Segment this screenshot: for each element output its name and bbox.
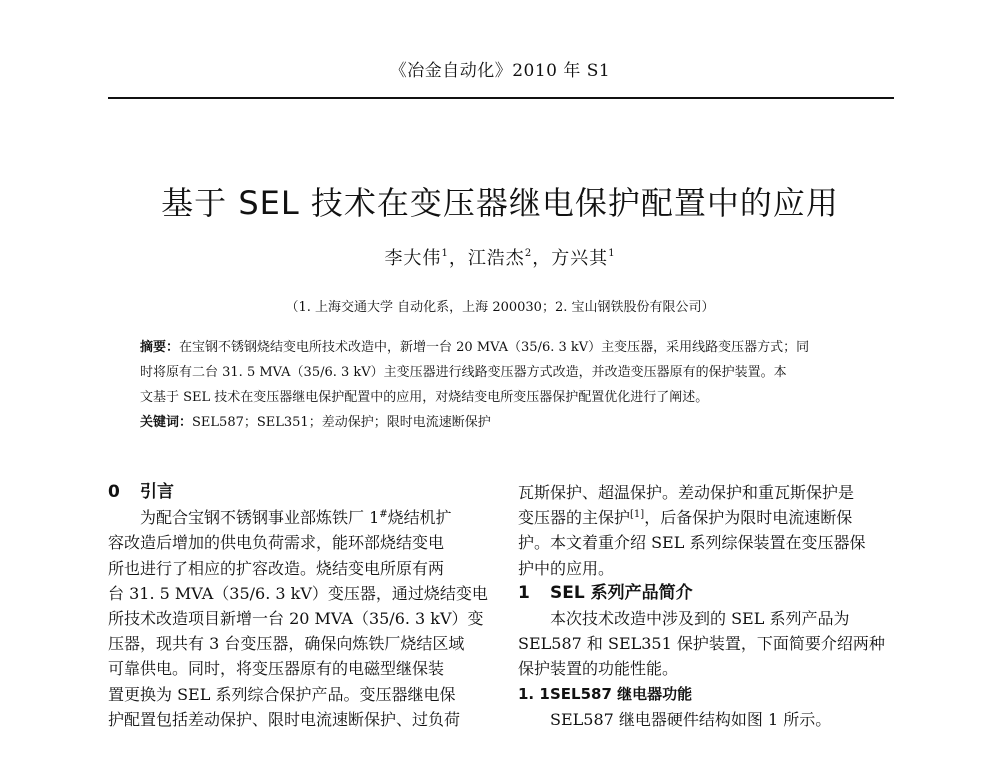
affiliation: （1. 上海交通大学 自动化系，上海 200030；2. 宝山钢铁股份有限公司） (285, 300, 715, 315)
section-title: SEL 系列产品简介 (550, 582, 693, 603)
body-line: SEL587 和 SEL351 保护装置，下面简要介绍两种 (518, 634, 885, 654)
body-text: ，后备保护为限时电流速断保 (644, 508, 853, 528)
author-name: 江浩杰 (467, 248, 525, 269)
body-text: 烧结机扩 (387, 508, 452, 528)
author-separator: ， (448, 248, 468, 269)
section-heading (518, 581, 898, 606)
abstract-line: 文基于 SEL 技术在变压器继电保护配置中的应用，对烧结变电所变压器保护配置优化进行了阐述。 (140, 390, 709, 405)
keywords-text: SEL587；SEL351；差动保护；限时电流速断保护 (192, 415, 491, 430)
body-line: 本次技术改造中涉及到的 SEL 系列产品为 (550, 608, 850, 628)
right-column (518, 480, 898, 732)
body-text: 变压器的主保护 (518, 508, 631, 528)
body-line: 容改造后增加的供电负荷需求，能环部烧结变电 (108, 533, 445, 553)
abstract-label: 摘要： (140, 340, 180, 355)
section-title: 引言 (140, 482, 174, 502)
body-line: 置更换为 SEL 系列综合保护产品。变压器继电保 (108, 684, 456, 704)
paper-title: 基于 SEL 技术在变压器继电保护配置中的应用 (161, 184, 839, 222)
abstract-text: 在宝钢不锈钢烧结变电所技术改造中，新增一台 20 MVA（35/6. 3 kV）主变压器，采用线路变压器方式；同 (179, 340, 810, 355)
section-number: 0 (108, 482, 120, 502)
body-line: SEL587 继电器硬件结构如图 1 所示。 (550, 709, 832, 729)
abstract-block (140, 335, 870, 435)
body-line (108, 505, 488, 530)
citation-mark: [1] (630, 509, 645, 521)
body-line: 保护装置的功能性能。 (518, 659, 679, 679)
abstract-line: 时将原有二台 31. 5 MVA（35/6. 3 kV）主变压器进行线路变压器方式改造，并改造变压器原有的保护装置。本 (140, 365, 787, 380)
body-text: 为配合宝钢不锈钢事业部炼铁厂 1 (140, 508, 380, 528)
author-separator: ， (532, 248, 552, 269)
body-line: 可靠供电。同时，将变压器原有的电磁型继保装 (108, 659, 445, 679)
subsection-heading (518, 682, 898, 707)
author-affiliation-mark: 2 (524, 248, 533, 259)
author-affiliation-mark: 1 (608, 248, 616, 259)
subsection-number: 1. 1 (518, 684, 550, 703)
author-name: 李大伟 (384, 248, 442, 269)
number-mark: # (379, 509, 388, 521)
author-list (0, 244, 1000, 270)
body-line: 护中的应用。 (518, 558, 615, 578)
section-heading (108, 480, 488, 505)
body-line: 护配置包括差动保护、限时电流速断保护、过负荷 (108, 709, 461, 729)
keywords-line (140, 410, 870, 435)
subsection-title: SEL587 继电器功能 (550, 684, 693, 703)
body-line: 所也进行了相应的扩容改造。烧结变电所原有两 (108, 558, 445, 578)
left-column (108, 480, 488, 732)
section-number: 1 (518, 582, 530, 603)
body-line: 压器，现共有 3 台变压器，确保向炼铁厂烧结区域 (108, 634, 465, 654)
abstract-line (140, 335, 870, 360)
author-affiliation-mark: 1 (441, 248, 449, 259)
body-line: 护。本文着重介绍 SEL 系列综保装置在变压器保 (518, 533, 866, 553)
header-rule (108, 97, 894, 99)
body-line: 所技术改造项目新增一台 20 MVA（35/6. 3 kV）变 (108, 608, 484, 628)
journal-header: 《冶金自动化》2010 年 S1 (389, 61, 611, 81)
body-line: 台 31. 5 MVA（35/6. 3 kV）变压器，通过烧结变电 (108, 583, 488, 603)
body-line: 瓦斯保护、超温保护。差动保护和重瓦斯保护是 (518, 483, 855, 502)
keywords-label: 关键词： (140, 415, 193, 430)
author-name: 方兴其 (551, 248, 609, 269)
body-line (518, 505, 898, 530)
